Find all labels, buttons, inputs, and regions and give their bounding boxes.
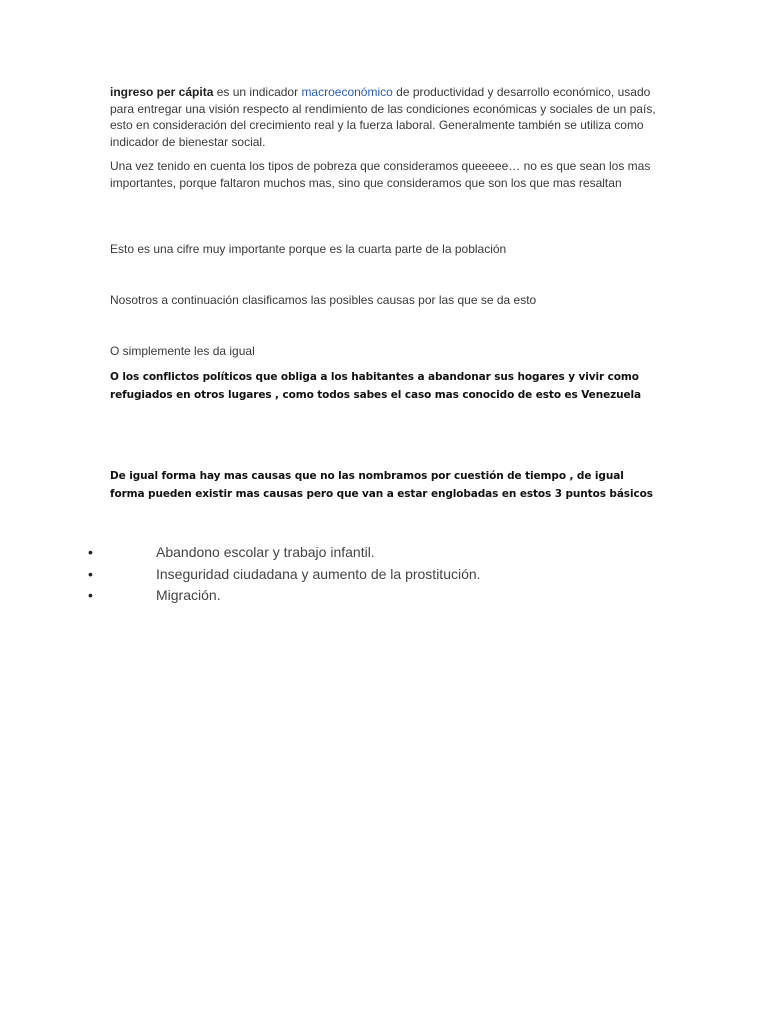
bullet-icon: •: [88, 544, 93, 560]
paragraph-ingreso-per-capita: [110, 84, 658, 150]
paragraph-1-text-b: de productividad y desarrollo económico, usado para entregar una visión respecto al rendimiento de las condiciones económicas y sociales de un país, esto en consideración del crecimiento real y la fuerza laboral. Generalmente también se utiliza como indicador de bienestar social.: [110, 85, 656, 149]
list-item-text: Abandono escolar y trabajo infantil.: [156, 544, 375, 560]
paragraph-simplemente-igual: O simplemente les da igual: [110, 344, 255, 358]
paragraph-1-text-a: es un indicador: [213, 85, 302, 99]
paragraph-cifra-importante: Esto es una cifre muy importante porque es la cuarta parte de la población: [110, 242, 507, 256]
link-macroeconomico[interactable]: macroeconómico: [301, 85, 393, 99]
paragraph-tipos-de-pobreza: Una vez tenido en cuenta los tipos de pobreza que consideramos queeeee… no es que sean los mas importantes, porque faltaron muchos mas, sino que consideramos que son los que mas resaltan: [110, 159, 651, 190]
paragraph-clasificamos-causas: Nosotros a continuación clasificamos las posibles causas por las que se da esto: [110, 293, 537, 307]
paragraph-conflictos-politicos: O los conflictos políticos que obliga a los habitantes a abandonar sus hogares y vivir como refugiados en otros lugares , como todos sabes el caso mas conocido de esto es Venezuela: [110, 371, 641, 401]
term-ingreso-per-capita: ingreso per cápita: [110, 85, 214, 99]
paragraph-mas-causas: De igual forma hay mas causas que no las nombramos por cuestión de tiempo , de igual forma pueden existir mas causas pero que van a estar englobadas en estos 3 puntos básicos: [110, 470, 653, 500]
bullet-icon: •: [88, 565, 93, 582]
list-item-text: Inseguridad ciudadana y aumento de la prostitución.: [156, 565, 481, 582]
bullet-icon: •: [88, 587, 93, 603]
list-item-text: Migración.: [156, 587, 221, 603]
